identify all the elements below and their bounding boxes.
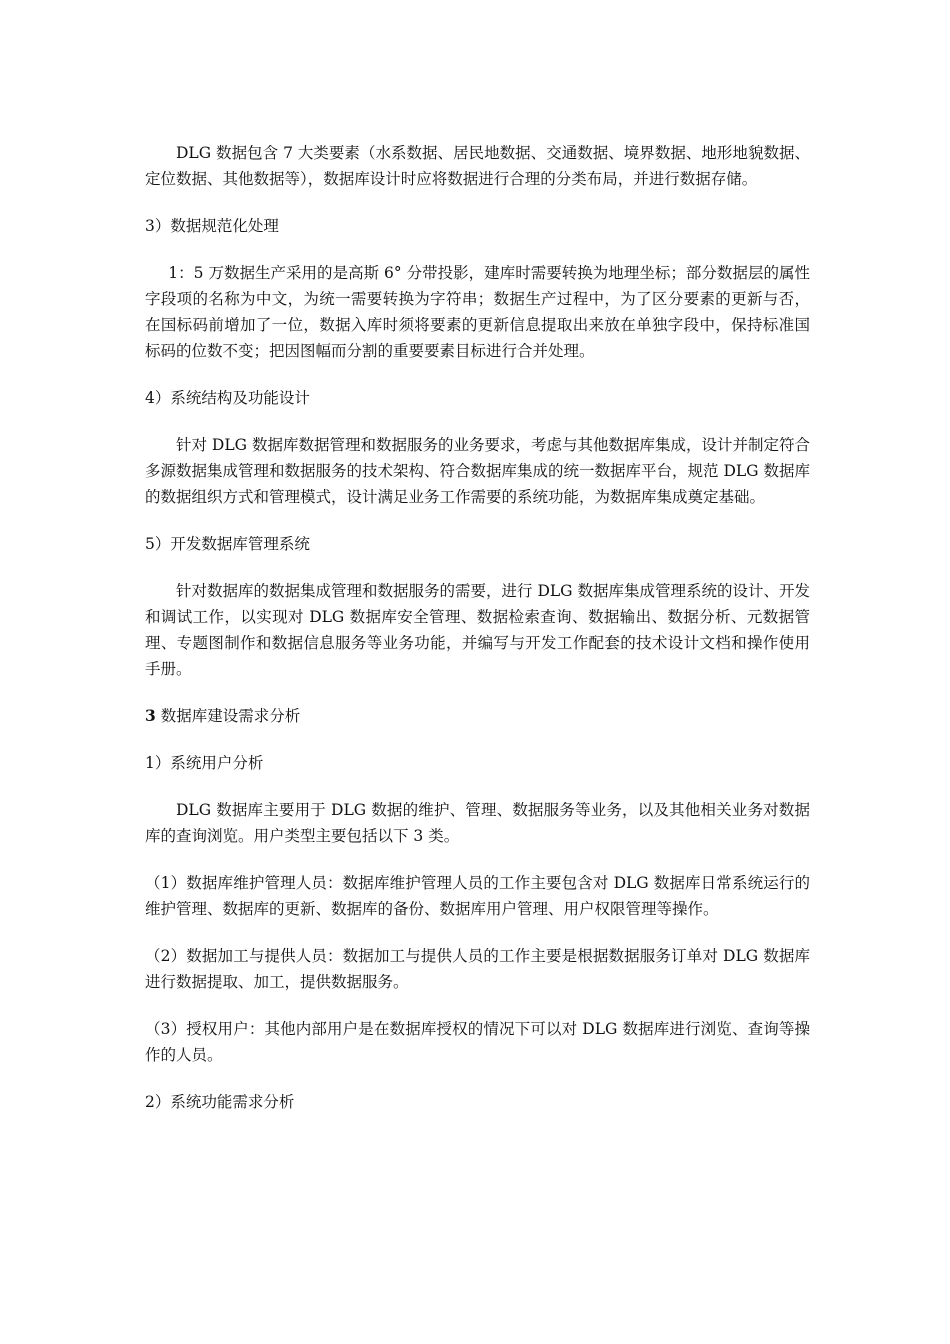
heading-normalization: 3）数据规范化处理 [145, 217, 279, 235]
paragraph-develop-system: 针对数据库的数据集成管理和数据服务的需要，进行 DLG 数据库集成管理系统的设计、开发和调试工作，以实现对 DLG 数据库安全管理、数据检索查询、数据输出、数据分析、元数据管理、专题图制作和数据信息服务等业务功能，并编写与开发工作配套的技术设计文档和操作使用手册。 [145, 582, 810, 678]
paragraph-normalization: 1：5 万数据生产采用的是高斯 6° 分带投影，建库时需要转换为地理坐标；部分数据层的属性字段项的名称为中文，为统一需要转换为字符串；数据生产过程中，为了区分要素的更新与否，在国标码前增加了一位，数据入库时须将要素的更新信息提取出来放在单独字段中，保持标准国标码的位数不变；把因图幅而分割的重要要素目标进行合并处理。 [145, 264, 810, 360]
heading-function-requirements: 2）系统功能需求分析 [145, 1093, 295, 1111]
document-page [145, 140, 810, 1115]
list-item-authorized-users: （3）授权用户：其他内部用户是在数据库授权的情况下可以对 DLG 数据库进行浏览、查询等操作的人员。 [145, 1020, 810, 1064]
heading-develop-system: 5）开发数据库管理系统 [145, 535, 310, 553]
list-item-maintenance-staff: （1）数据库维护管理人员：数据库维护管理人员的工作主要包含对 DLG 数据库日常系统运行的维护管理、数据库的更新、数据库的备份、数据库用户管理、用户权限管理等操作。 [145, 874, 810, 918]
section-title-text: 数据库建设需求分析 [155, 707, 301, 725]
section-number: 3 [145, 706, 156, 725]
paragraph-dlg-categories: DLG 数据包含 7 大类要素（水系数据、居民地数据、交通数据、境界数据、地形地貌数据、定位数据、其他数据等），数据库设计时应将数据进行合理的分类布局，并进行数据存储。 [145, 144, 810, 188]
heading-system-structure: 4）系统结构及功能设计 [145, 389, 310, 407]
heading-user-analysis: 1）系统用户分析 [145, 754, 264, 772]
list-item-processing-staff: （2）数据加工与提供人员：数据加工与提供人员的工作主要是根据数据服务订单对 DLG 数据库进行数据提取、加工，提供数据服务。 [145, 947, 810, 991]
section-title-requirements [145, 703, 810, 729]
paragraph-system-structure: 针对 DLG 数据库数据管理和数据服务的业务要求，考虑与其他数据库集成，设计并制定符合多源数据集成管理和数据服务的技术架构、符合数据库集成的统一数据库平台，规范 DLG 数据库的数据组织方式和管理模式，设计满足业务工作需要的系统功能，为数据库集成奠定基础。 [145, 436, 810, 506]
paragraph-user-analysis: DLG 数据库主要用于 DLG 数据的维护、管理、数据服务等业务，以及其他相关业务对数据库的查询浏览。用户类型主要包括以下 3 类。 [145, 801, 810, 845]
